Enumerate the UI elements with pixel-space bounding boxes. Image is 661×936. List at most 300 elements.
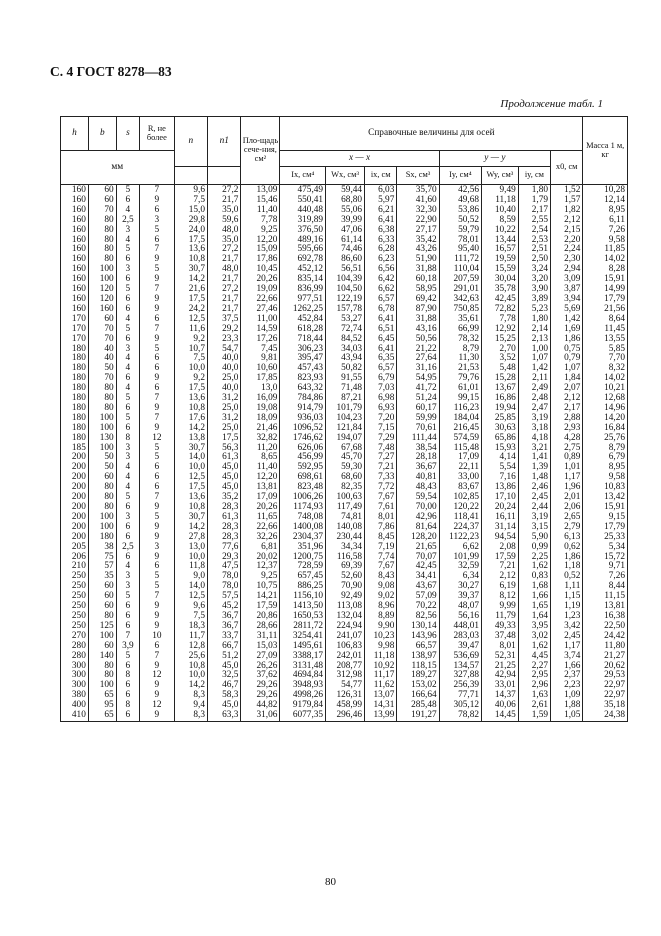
table-cell: 380 [61,691,89,701]
table-cell: 13,09 [241,185,280,196]
table-cell: 185 [61,444,89,454]
table-cell: 6 [140,315,175,325]
table-cell: 8,01 [482,642,519,652]
table-cell: 100 [88,513,116,523]
table-cell: 10,83 [583,483,628,493]
table-cell: 300 [61,681,89,691]
table-cell: 80 [88,245,116,255]
table-cell: 9 [140,602,175,612]
table-cell: 51,24 [397,394,439,404]
table-cell: 110,04 [439,265,481,275]
table-cell: 49,68 [439,196,481,206]
table-cell: 180 [88,533,116,543]
table-cell: 5 [140,582,175,592]
table-cell: 8,3 [174,711,207,721]
table-cell: 4 [116,364,139,374]
table-cell: 5,90 [518,533,550,543]
table-cell: 17,5 [174,483,207,493]
table-cell: 116,23 [439,404,481,414]
table-cell: 6,34 [439,572,481,582]
table-cell: 11,17 [365,671,397,681]
table-cell: 595,66 [280,245,326,255]
table-cell: 10,0 [174,553,207,563]
table-cell: 56,51 [326,265,365,275]
table-cell: 1,07 [551,364,583,374]
table-cell: 49,33 [482,622,519,632]
table-cell: 31,11 [241,632,280,642]
table-cell: 5,54 [482,463,519,473]
table-cell: 11,80 [583,642,628,652]
col-axis-y: y — y [439,151,550,167]
table-cell: 2,93 [551,424,583,434]
table-cell: 53,27 [326,315,365,325]
table-cell: 10,60 [241,364,280,374]
table-cell: 14,45 [482,711,519,721]
table-cell: 8,89 [365,612,397,622]
table-cell: 70 [88,325,116,335]
table-cell: 20,02 [241,553,280,563]
table-cell: 250 [61,612,89,622]
table-cell: 184,04 [439,414,481,424]
table-cell: 7,86 [365,523,397,533]
table-cell: 351,96 [280,543,326,553]
table-cell: 75 [88,553,116,563]
table-cell: 3,24 [518,265,550,275]
table-cell: 80 [88,483,116,493]
table-cell: 21,7 [208,275,241,285]
table-cell: 8,43 [365,572,397,582]
table-cell: 10,8 [174,503,207,513]
table-cell: 291,01 [439,285,481,295]
table-cell: 20,24 [482,503,519,513]
table-cell: 8,32 [583,364,628,374]
table-cell: 180 [61,364,89,374]
table-cell: 224,94 [326,622,365,632]
table-cell: 3,15 [518,523,550,533]
table-cell: 59,44 [326,185,365,196]
table-cell: 80 [88,662,116,672]
table-cell: 160 [61,265,89,275]
table-cell: 10,0 [174,364,207,374]
table-cell: 8 [116,671,139,681]
table-cell: 9 [140,404,175,414]
table-cell: 4 [116,562,139,572]
table-cell: 48,07 [439,602,481,612]
table-cell: 6,62 [365,285,397,295]
table-cell: 2,49 [518,384,550,394]
table-cell: 29,3 [208,553,241,563]
table-cell: 31,06 [241,711,280,721]
table-cell: 207,59 [439,275,481,285]
table-cell: 1,23 [551,612,583,622]
col-n1-blank [208,167,241,185]
table-cell: 14,2 [174,523,207,533]
table-cell: 3388,17 [280,652,326,662]
table-cell: 29,53 [583,671,628,681]
table-cell: 111,72 [439,255,481,265]
table-cell: 17,79 [583,523,628,533]
table-cell: 475,49 [280,185,326,196]
table-cell: 285,48 [397,701,439,711]
table-cell: 2,24 [551,245,583,255]
table-cell: 118,41 [439,513,481,523]
table-cell: 7 [140,652,175,662]
table-cell: 82,56 [397,612,439,622]
table-cell: 20,26 [241,275,280,285]
table-cell: 6,11 [583,216,628,226]
table-cell: 12 [140,671,175,681]
table-cell: 160 [61,285,89,295]
table-cell: 87,21 [326,394,365,404]
table-cell: 3,18 [518,424,550,434]
table-cell: 1,42 [551,315,583,325]
table-cell: 7 [140,493,175,503]
table-cell: 9 [140,612,175,622]
table-cell: 160 [61,236,89,246]
table-cell: 40,0 [208,354,241,364]
table-cell: 51,90 [397,255,439,265]
table-cell: 2,51 [518,245,550,255]
table-cell: 312,98 [326,671,365,681]
table-cell: 122,19 [326,295,365,305]
table-cell: 6 [116,196,139,206]
table-cell: 111,44 [397,434,439,444]
table-cell: 452,12 [280,265,326,275]
table-cell: 17,6 [174,414,207,424]
table-cell: 10,8 [174,404,207,414]
table-cell: 12 [140,434,175,444]
table-cell: 21,65 [397,543,439,553]
table-cell: 1,79 [518,196,550,206]
table-cell: 3 [116,345,139,355]
table-cell: 35,0 [208,236,241,246]
table-cell: 574,59 [439,434,481,444]
table-cell: 60 [88,582,116,592]
table-cell: 1,41 [518,453,550,463]
table-cell: 81,64 [397,523,439,533]
table-cell: 5 [116,652,139,662]
table-cell: 7 [140,285,175,295]
table-cell: 160 [61,275,89,285]
table-cell: 27,09 [241,652,280,662]
table-cell: 200 [61,493,89,503]
table-cell: 80 [88,493,116,503]
table-cell: 33,01 [482,681,519,691]
table-cell: 1,42 [518,364,550,374]
table-cell: 6 [140,206,175,216]
table-cell: 448,01 [439,622,481,632]
table-cell: 35 [88,572,116,582]
table-cell: 7,70 [583,354,628,364]
table-cell: 3,02 [518,632,550,642]
table-cell: 77,6 [208,543,241,553]
table-cell: 835,14 [280,275,326,285]
table-cell: 4,28 [551,434,583,444]
table-cell: 180 [61,404,89,414]
table-cell: 60 [88,592,116,602]
table-cell: 823,93 [280,374,326,384]
table-cell: 45,0 [208,662,241,672]
table-cell: 17,5 [208,434,241,444]
col-n-blank [174,167,207,185]
table-cell: 1400,08 [280,523,326,533]
table-cell: 29,26 [241,681,280,691]
table-cell: 718,44 [280,335,326,345]
table-cell: 61,3 [208,453,241,463]
table-cell: 2,14 [518,325,550,335]
table-cell: 60 [88,315,116,325]
table-cell: 16,11 [482,513,519,523]
table-cell: 21,6 [174,285,207,295]
table-cell: 13,81 [241,483,280,493]
table-cell: 1,39 [518,463,550,473]
table-cell: 35,18 [583,701,628,711]
table-cell: 6,03 [365,185,397,196]
table-cell: 250 [61,592,89,602]
table-cell: 104,50 [326,285,365,295]
table-cell: 550,41 [280,196,326,206]
table-cell: 2,23 [551,681,583,691]
table-cell: 6 [116,622,139,632]
table-cell: 13,99 [365,711,397,721]
table-cell: 100 [88,523,116,533]
table-cell: 6,38 [365,226,397,236]
table-cell: 784,86 [280,394,326,404]
table-cell: 100 [88,681,116,691]
table-cell: 9 [140,681,175,691]
col-area: Пло-щадь сече-ния, см² [241,117,280,185]
table-cell: 42,45 [482,295,519,305]
table-cell: 54,95 [397,374,439,384]
table-cell: 458,99 [326,701,365,711]
table-cell: 84,52 [326,335,365,345]
table-cell: 3,9 [116,642,139,652]
table-cell: 80 [88,226,116,236]
table-cell: 6,42 [365,275,397,285]
table-header [61,117,628,185]
table-cell: 7,26 [583,572,628,582]
table-cell: 8,65 [241,453,280,463]
table-cell: 1096,52 [280,424,326,434]
table-cell: 32,26 [241,533,280,543]
table-cell: 21,7 [208,255,241,265]
table-cell: 1,66 [551,662,583,672]
table-cell: 6,41 [365,216,397,226]
table-cell: 300 [61,671,89,681]
table-cell: 6 [116,335,139,345]
table-cell: 6 [140,642,175,652]
table-cell: 692,78 [280,255,326,265]
table-cell: 319,89 [280,216,326,226]
table-cell: 342,63 [439,295,481,305]
table-cell: 2,5 [116,543,139,553]
table-cell: 34,03 [326,345,365,355]
table-cell: 72,74 [326,325,365,335]
table-cell: 30,27 [439,582,481,592]
table-cell: 14,21 [241,592,280,602]
table-cell: 2,30 [551,255,583,265]
table-cell: 38 [88,543,116,553]
table-cell: 17,59 [482,553,519,563]
table-cell: 5 [116,493,139,503]
table-cell: 1413,50 [280,602,326,612]
table-cell: 29,26 [241,691,280,701]
col-wy: Wy, см³ [482,167,519,185]
table-continuation-label: Продолжение табл. 1 [500,98,603,110]
table-cell: 33,00 [439,473,481,483]
table-cell: 160 [61,196,89,206]
table-cell: 230,44 [326,533,365,543]
table-cell: 54,77 [326,681,365,691]
col-n: n [174,117,207,167]
table-cell: 52,60 [326,572,365,582]
table-cell: 0,62 [551,543,583,553]
table-cell: 59,54 [397,493,439,503]
table-cell: 56,16 [439,612,481,622]
table-cell: 36,7 [208,622,241,632]
table-cell: 39,99 [326,216,365,226]
table-cell: 750,85 [439,305,481,315]
table-cell: 12,37 [241,562,280,572]
table-cell: 11,62 [365,681,397,691]
table-cell: 45,0 [208,483,241,493]
table-cell: 35,0 [208,206,241,216]
table-cell: 27,8 [174,533,207,543]
table-cell: 12,68 [583,394,628,404]
table-cell: 8,45 [365,533,397,543]
table-cell: 13,6 [174,245,207,255]
table-cell: 7,67 [365,493,397,503]
table-cell: 10,0 [174,671,207,681]
table-cell: 1495,61 [280,642,326,652]
table-cell: 42,45 [397,562,439,572]
table-cell: 35,2 [208,493,241,503]
table-cell: 618,28 [280,325,326,335]
table-cell: 153,02 [397,681,439,691]
table-cell: 280 [61,652,89,662]
table-cell: 65 [88,691,116,701]
table-cell: 170 [61,315,89,325]
table-cell: 13,86 [482,483,519,493]
table-cell: 12,14 [583,196,628,206]
table-cell: 11,18 [482,196,519,206]
table-cell: 6,57 [365,364,397,374]
table-cell: 8,95 [583,463,628,473]
table-cell: 200 [61,523,89,533]
table-cell: 10,8 [174,662,207,672]
table-cell: 14,37 [482,691,519,701]
table-cell: 0,83 [518,572,550,582]
table-cell: 2,01 [551,493,583,503]
table-cell: 14,2 [174,275,207,285]
table-cell: 15,59 [482,265,519,275]
col-sx: Sx, см³ [397,167,439,185]
table-cell: 9 [140,523,175,533]
table-cell: 17,5 [174,295,207,305]
table-cell: 20,86 [241,612,280,622]
table-cell: 2,17 [518,206,550,216]
table-cell: 9,0 [174,572,207,582]
table-cell: 2,45 [551,632,583,642]
table-cell: 823,48 [280,483,326,493]
table-cell: 9,25 [241,572,280,582]
table-cell: 14,2 [174,424,207,434]
table-cell: 1122,23 [439,533,481,543]
table-cell: 2,07 [551,384,583,394]
table-cell: 1,09 [551,691,583,701]
table-cell: 12,8 [174,642,207,652]
table-cell: 3,20 [518,275,550,285]
table-cell: 3 [140,543,175,553]
table-cell: 6,81 [241,543,280,553]
table-cell: 25,0 [208,424,241,434]
table-cell: 11,79 [482,612,519,622]
table-cell: 143,96 [397,632,439,642]
table-cell: 22,66 [241,295,280,305]
table-cell: 22,50 [583,622,628,632]
table-cell: 21,46 [241,424,280,434]
table-cell: 45,2 [208,602,241,612]
table-cell: 2,06 [551,503,583,513]
table-cell: 18,09 [241,414,280,424]
table-cell: 42,56 [439,185,481,196]
table-cell: 166,64 [397,691,439,701]
table-cell: 4 [116,463,139,473]
table-cell: 1,69 [551,325,583,335]
table-cell: 15,09 [241,245,280,255]
table-cell: 9 [140,622,175,632]
table-cell: 250 [61,622,89,632]
table-cell: 242,01 [326,652,365,662]
table-cell: 4 [116,354,139,364]
table-cell: 6,78 [365,305,397,315]
table-cell: 327,88 [439,671,481,681]
table-cell: 12,5 [174,315,207,325]
table-cell: 1,62 [518,562,550,572]
table-cell: 0,52 [551,572,583,582]
table-cell: 8,01 [365,513,397,523]
table-cell: 31,2 [208,414,241,424]
document-header: С. 4 ГОСТ 8278—83 [50,64,172,79]
table-cell: 91,55 [326,374,365,384]
table-cell: 1,63 [518,691,550,701]
table-cell: 30,7 [174,444,207,454]
table-cell: 17,5 [174,236,207,246]
table-cell: 130 [88,434,116,444]
table-cell: 37,5 [208,315,241,325]
table-cell: 50 [88,463,116,473]
table-cell: 45,0 [208,473,241,483]
table-cell: 44,82 [241,701,280,711]
table-cell: 296,46 [326,711,365,721]
table-cell: 67,68 [326,444,365,454]
table-cell: 100 [88,444,116,454]
table-cell: 78,32 [439,335,481,345]
table-cell: 61,3 [208,513,241,523]
table-cell: 2,96 [518,681,550,691]
table-cell: 19,94 [482,404,519,414]
table-cell: 5 [116,245,139,255]
table-cell: 13,42 [583,493,628,503]
table-cell: 7,27 [365,453,397,463]
table-cell: 10,7 [174,345,207,355]
table-cell: 3,95 [518,622,550,632]
table-cell: 99,15 [439,394,481,404]
table-cell: 115,48 [439,444,481,454]
table-cell: 914,79 [280,404,326,414]
table-cell: 410 [61,711,89,721]
table-cell: 43,16 [397,325,439,335]
